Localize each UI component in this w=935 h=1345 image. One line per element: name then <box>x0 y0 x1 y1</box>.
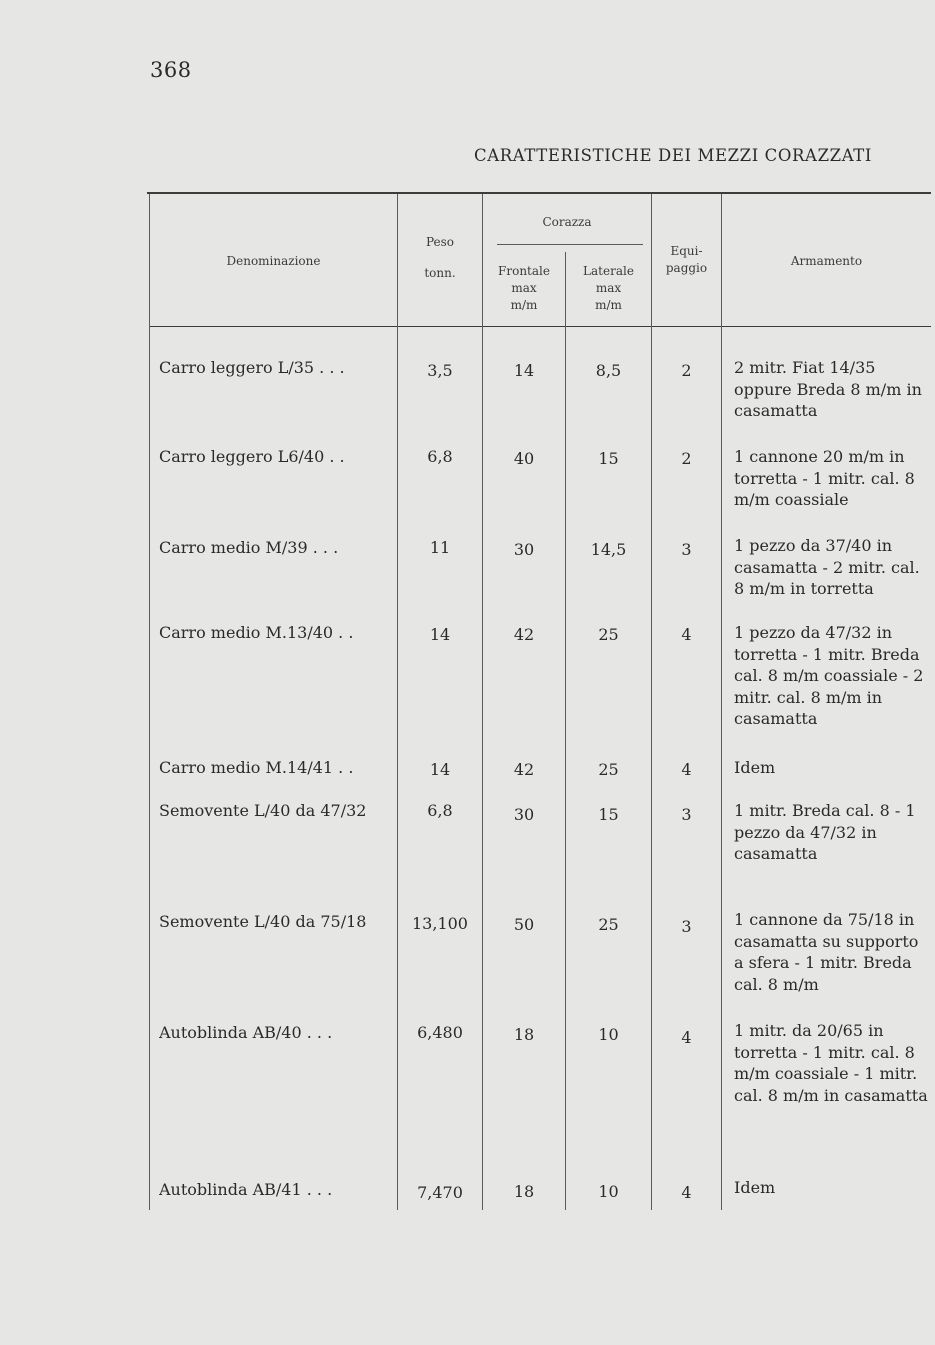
column-divider <box>397 194 398 1210</box>
cell-peso: 3,5 <box>427 361 453 380</box>
cell-frontale: 14 <box>513 361 535 380</box>
cell-laterale: 10 <box>598 1025 619 1044</box>
cell-armamento: 1 mitr. da 20/65 in torretta - 1 mitr. cal. 8 m/m coassiale - 1 mitr. cal. 8 m/m in casamatta <box>734 1021 928 1105</box>
cell-equipaggio: 3 <box>681 805 692 824</box>
header-frontale-line2: max <box>511 281 537 295</box>
page-number: 368 <box>150 58 192 82</box>
cell-denominazione: Carro leggero L6/40 . . <box>159 447 345 466</box>
cell-peso: 6,8 <box>427 447 453 466</box>
cell-equipaggio: 4 <box>681 1183 692 1202</box>
cell-equipaggio: 2 <box>681 361 692 380</box>
corazza-subheader-rule <box>497 244 643 245</box>
cell-frontale: 18 <box>513 1182 535 1201</box>
table-header-rule <box>150 326 931 327</box>
header-laterale <box>566 263 651 314</box>
cell-frontale: 40 <box>513 449 535 468</box>
cell-frontale: 30 <box>513 540 535 559</box>
cell-frontale: 42 <box>513 625 535 644</box>
cell-peso: 13,100 <box>412 914 468 933</box>
cell-denominazione: Carro leggero L/35 . . . <box>159 358 345 377</box>
cell-frontale: 50 <box>513 915 535 934</box>
running-title: CARATTERISTICHE DEI MEZZI CORAZZATI <box>474 146 873 165</box>
header-corazza: Corazza <box>542 215 592 229</box>
cell-peso: 14 <box>429 760 451 779</box>
column-divider <box>149 194 150 1210</box>
cell-laterale: 25 <box>598 625 619 644</box>
header-frontale-line3: m/m <box>510 298 538 312</box>
cell-armamento: 2 mitr. Fiat 14/35 oppure Breda 8 m/m in casamatta <box>734 358 922 420</box>
header-laterale-line3: m/m <box>595 298 622 312</box>
cell-peso: 14 <box>429 625 451 644</box>
header-frontale-line1: Frontale <box>498 264 550 278</box>
cell-armamento: Idem <box>734 758 776 777</box>
cell-peso: 7,470 <box>417 1183 463 1202</box>
cell-equipaggio: 3 <box>681 540 692 559</box>
cell-denominazione: Semovente L/40 da 75/18 <box>159 912 367 931</box>
header-peso-line1: Peso <box>425 235 455 249</box>
header-laterale-line1: Laterale <box>583 264 634 278</box>
cell-armamento: 1 pezzo da 37/40 in casamatta - 2 mitr. cal. 8 m/m in torretta <box>734 536 920 598</box>
cell-peso: 6,8 <box>427 801 453 820</box>
cell-denominazione: Autoblinda AB/41 . . . <box>159 1180 333 1199</box>
header-peso-line2: tonn. <box>424 266 456 280</box>
cell-armamento: 1 cannone 20 m/m in torretta - 1 mitr. cal. 8 m/m coassiale <box>734 447 915 509</box>
cell-laterale: 14,5 <box>590 540 627 559</box>
cell-laterale: 25 <box>598 760 619 779</box>
cell-laterale: 15 <box>598 449 619 468</box>
cell-peso: 11 <box>429 538 451 557</box>
table-top-rule <box>147 192 931 194</box>
cell-peso: 6,480 <box>417 1023 463 1042</box>
cell-armamento: 1 pezzo da 47/32 in torretta - 1 mitr. Breda cal. 8 m/m coassiale - 2 mitr. cal. 8 m/m in casamatta <box>734 623 924 728</box>
cell-equipaggio: 4 <box>681 760 692 779</box>
cell-equipaggio: 4 <box>681 625 692 644</box>
cell-laterale: 15 <box>598 805 619 824</box>
cell-frontale: 18 <box>513 1025 535 1044</box>
cell-laterale: 8,5 <box>595 361 622 380</box>
cell-frontale: 30 <box>513 805 535 824</box>
cell-denominazione: Semovente L/40 da 47/32 <box>159 801 367 820</box>
cell-denominazione: Carro medio M.14/41 . . <box>159 758 354 777</box>
header-peso <box>398 234 482 282</box>
cell-denominazione: Carro medio M/39 . . . <box>159 538 339 557</box>
header-armamento: Armamento <box>790 254 863 268</box>
cell-equipaggio: 4 <box>681 1028 692 1047</box>
cell-armamento: 1 cannone da 75/18 in casamatta su supporto a sfera - 1 mitr. Breda cal. 8 m/m <box>734 910 919 994</box>
column-divider <box>482 194 483 1210</box>
cell-denominazione: Autoblinda AB/40 . . . <box>159 1023 333 1042</box>
cell-denominazione: Carro medio M.13/40 . . <box>159 623 354 642</box>
header-equipaggio-line2: paggio <box>665 261 708 275</box>
column-divider <box>651 194 652 1210</box>
header-equipaggio <box>652 243 721 277</box>
cell-equipaggio: 3 <box>681 917 692 936</box>
cell-frontale: 42 <box>513 760 535 779</box>
header-equipaggio-line1: Equi- <box>670 244 703 258</box>
column-divider <box>565 252 566 1210</box>
cell-laterale: 10 <box>598 1182 619 1201</box>
cell-armamento: 1 mitr. Breda cal. 8 - 1 pezzo da 47/32 in casamatta <box>734 801 916 863</box>
header-frontale <box>483 263 565 314</box>
header-denominazione: Denominazione <box>226 254 321 268</box>
header-laterale-line2: max <box>595 281 622 295</box>
cell-armamento: Idem <box>734 1178 776 1197</box>
column-divider <box>721 194 722 1210</box>
cell-laterale: 25 <box>598 915 619 934</box>
cell-equipaggio: 2 <box>681 449 692 468</box>
